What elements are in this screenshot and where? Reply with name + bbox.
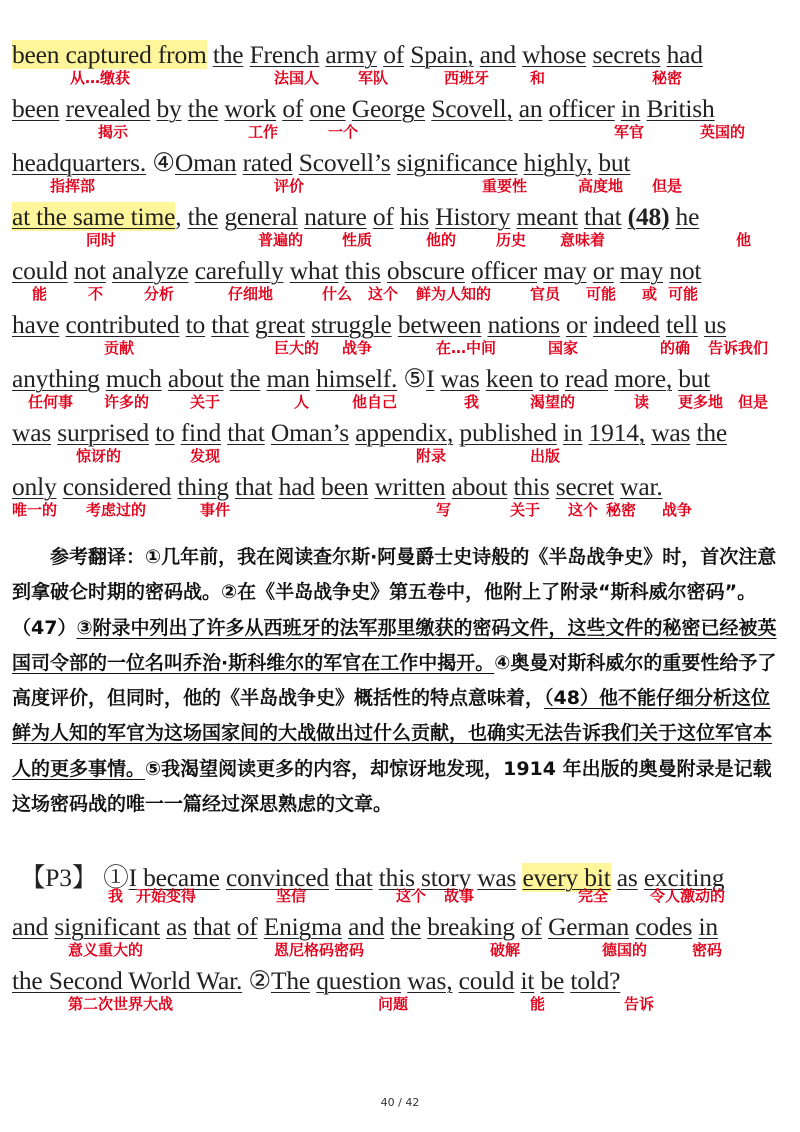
vocab-word: read [564, 364, 609, 393]
text-line-8 [12, 418, 788, 472]
gloss: 我 [464, 393, 480, 411]
vocab-word: Scovell’s [298, 148, 391, 177]
vocab-word: significance [396, 148, 518, 177]
vocab-word: it [520, 966, 535, 995]
vocab-word: only [12, 472, 57, 501]
text-line-7 [12, 364, 788, 418]
english-text [20, 858, 724, 894]
vocab-word: story [421, 863, 472, 892]
gloss: 德国的 [602, 941, 648, 959]
gloss: 他 [736, 231, 752, 249]
vocab-word: was [651, 418, 691, 447]
gloss: 战争 [662, 501, 693, 519]
vocab-word: had [666, 40, 703, 69]
vocab-word: appendix, [355, 418, 454, 447]
text-line-2 [12, 94, 788, 148]
vocab-word: and [348, 912, 385, 941]
english-text [12, 310, 726, 340]
vocab-word: been [321, 472, 369, 501]
gloss: 开始变得 [136, 887, 197, 905]
text-fragment: ⑤ [397, 364, 427, 393]
vocab-word: the [390, 912, 422, 941]
vocab-word: of [282, 94, 304, 123]
vocab-word: find [180, 418, 222, 447]
vocab-word: his [399, 202, 430, 231]
vocab-word: great [254, 310, 305, 339]
vocab-word: analyze [112, 256, 189, 285]
text-fragment: ② [242, 966, 271, 995]
vocab-word: not [73, 256, 106, 285]
vocab-word: army [325, 40, 377, 69]
vocab-word: Scovell, [431, 94, 513, 123]
gloss: 工作 [248, 123, 279, 141]
english-text [12, 364, 710, 394]
vocab-word: that [193, 912, 231, 941]
gloss: 一个 [328, 123, 359, 141]
text-fragment: ④ [146, 148, 175, 177]
gloss: 发现 [190, 447, 221, 465]
translation-paragraph [12, 540, 788, 822]
vocab-word: or [592, 256, 614, 285]
gloss: 揭示 [98, 123, 129, 141]
vocab-word: published [459, 418, 557, 447]
gloss: 普遍的 [258, 231, 304, 249]
english-text [12, 966, 620, 996]
vocab-word: meant [516, 202, 578, 231]
english-text [12, 418, 727, 448]
vocab-word: himself. [315, 364, 398, 393]
vocab-word: the [696, 418, 727, 447]
vocab-word: (48) [627, 202, 670, 231]
page-number: 40 / 42 [380, 1096, 420, 1109]
p3-line-1 [12, 858, 788, 912]
vocab-word: rated [242, 148, 293, 177]
vocab-word: nature [304, 202, 367, 231]
gloss: 鲜为人知的 [416, 285, 492, 303]
gloss: 国家 [548, 339, 579, 357]
gloss: 他的 [426, 231, 457, 249]
vocab-word: man [266, 364, 310, 393]
gloss: 性质 [342, 231, 373, 249]
vocab-word: secret [555, 472, 614, 501]
vocab-word: whose [522, 40, 587, 69]
vocab-word: he [675, 202, 700, 231]
translation-text: ⑤我渴望阅读更多的内容，却惊讶地发现，1914 年出版的奥曼附录是记载这场密码战的唯一一篇经过深思熟虑的文章。 [12, 757, 772, 816]
translation-underlined-47: ③附录中列出了许多从西班牙的法军那里缴获的密码文件，这些文件的秘密已经被英国司令部的一位名叫乔治·斯科维尔的军官在工作中揭开。 [12, 616, 777, 674]
p3-line-2 [12, 912, 788, 966]
gloss: 的确 [660, 339, 691, 357]
vocab-word: written [374, 472, 446, 501]
vocab-word: thing [177, 472, 229, 501]
gloss: 和 [530, 69, 546, 87]
vocab-word: History [435, 202, 511, 231]
vocab-word: an [518, 94, 543, 123]
vocab-word: have [12, 310, 60, 339]
translation-text: ④奥曼对斯科威尔的重要性给予了高度评价，但同时，他的《半岛战争史》概括性的特点意味着， [12, 651, 777, 710]
vocab-word: revealed [65, 94, 151, 123]
vocab-word: to [155, 418, 175, 447]
gloss: 完全 [578, 887, 609, 905]
vocab-word: may [543, 256, 587, 285]
gloss: 巨大的 [274, 339, 320, 357]
text-fragment: 【P3】 ① [20, 863, 129, 892]
gloss: 指挥部 [50, 177, 96, 195]
gloss: 恩尼格码密码 [274, 941, 365, 959]
vocab-word: by [156, 94, 182, 123]
english-text [12, 40, 703, 70]
gloss: 他自己 [352, 393, 398, 411]
vocab-word: told? [570, 966, 621, 995]
vocab-word: I [426, 364, 435, 393]
vocab-word: Oman [174, 148, 237, 177]
gloss: 这个 [368, 285, 399, 303]
gloss: 官员 [530, 285, 561, 303]
vocab-word: been [12, 94, 60, 123]
gloss: 许多的 [104, 393, 150, 411]
vocab-word: became [143, 863, 220, 892]
gloss: 能 [32, 285, 48, 303]
vocab-word: was [440, 364, 480, 393]
vocab-word: in [698, 912, 718, 941]
vocab-word: but [598, 148, 631, 177]
gloss: 惊讶的 [76, 447, 122, 465]
vocab-word: George [351, 94, 426, 123]
vocab-word: be [540, 966, 565, 995]
gloss: 不 [88, 285, 104, 303]
gloss: 英国的 [700, 123, 746, 141]
reference-translation [12, 540, 788, 822]
gloss: 告诉我们 [708, 339, 769, 357]
gloss: 仔细地 [228, 285, 274, 303]
vocab-word: surprised [57, 418, 149, 447]
vocab-word: question [316, 966, 402, 995]
gloss: 什么 [322, 285, 353, 303]
gloss: 渴望的 [530, 393, 576, 411]
gloss: 可能 [668, 285, 699, 303]
vocab-word: and [479, 40, 516, 69]
gloss: 秘密 [652, 69, 683, 87]
vocab-word: of [372, 202, 394, 231]
vocab-word: officer [548, 94, 615, 123]
gloss: 但是 [652, 177, 683, 195]
vocab-word: that [584, 202, 622, 231]
vocab-word: one [309, 94, 346, 123]
highlighted-phrase: been captured from [12, 40, 207, 69]
text-fragment: , [175, 202, 188, 231]
vocab-word: but [678, 364, 711, 393]
gloss: 评价 [274, 177, 305, 195]
vocab-word: more, [614, 364, 673, 393]
gloss: 分析 [144, 285, 175, 303]
gloss: 告诉 [624, 995, 655, 1013]
gloss: 战争 [342, 339, 373, 357]
vocab-word: anything [12, 364, 100, 393]
english-text [12, 912, 718, 942]
vocab-word: the [187, 202, 219, 231]
vocab-word: that [235, 472, 273, 501]
vocab-word: us [704, 310, 727, 339]
gloss: 秘密 [606, 501, 637, 519]
vocab-word: as [616, 863, 638, 892]
vocab-word: could [12, 256, 68, 285]
english-text [12, 256, 701, 286]
vocab-word: indeed [593, 310, 660, 339]
vocab-word: The [270, 966, 311, 995]
english-text [12, 148, 630, 178]
gloss: 意味着 [560, 231, 606, 249]
text-line-4 [12, 202, 788, 256]
gloss: 但是 [738, 393, 769, 411]
gloss: 这个 [396, 887, 427, 905]
vocab-word: about [167, 364, 224, 393]
vocab-word: British [646, 94, 715, 123]
gloss: 坚信 [276, 887, 307, 905]
vocab-word: and [12, 912, 49, 941]
english-text [12, 472, 663, 502]
vocab-word: that [335, 863, 373, 892]
vocab-word: about [451, 472, 508, 501]
english-text [12, 202, 699, 232]
vocab-word: I [128, 863, 137, 892]
vocab-word: war. [620, 472, 663, 501]
gloss: 人 [294, 393, 310, 411]
vocab-word: general [224, 202, 298, 231]
gloss: 军官 [614, 123, 645, 141]
vocab-word: 1914, [588, 418, 645, 447]
vocab-word: Enigma [263, 912, 342, 941]
gloss: 破解 [490, 941, 521, 959]
vocab-word: the [229, 364, 261, 393]
gloss: 任何事 [28, 393, 74, 411]
gloss: 更多地 [678, 393, 724, 411]
vocab-word: codes [635, 912, 693, 941]
vocab-word: significant [54, 912, 160, 941]
gloss: 同时 [86, 231, 117, 249]
gloss: 可能 [586, 285, 617, 303]
vocab-word: in [562, 418, 583, 447]
vocab-word: this [513, 472, 550, 501]
vocab-word: was, [407, 966, 453, 995]
vocab-word: had [278, 472, 315, 501]
gloss: 西班牙 [444, 69, 490, 87]
gloss: 高度地 [578, 177, 624, 195]
vocab-word: breaking [427, 912, 515, 941]
highlighted-phrase: at the same time [12, 202, 176, 231]
gloss: 贡献 [104, 339, 135, 357]
gloss: 能 [530, 995, 546, 1013]
vocab-word: to [539, 364, 559, 393]
vocab-word: secrets [592, 40, 661, 69]
vocab-word: of [521, 912, 542, 941]
vocab-word: tell [666, 310, 698, 339]
vocab-word: the Second World War. [12, 966, 243, 995]
vocab-word: of [383, 40, 405, 69]
vocab-word: this [344, 256, 381, 285]
gloss: 令人激动的 [650, 887, 726, 905]
vocab-word: highly, [523, 148, 593, 177]
gloss: 故事 [444, 887, 475, 905]
vocab-word: the [187, 94, 219, 123]
gloss: 这个 [568, 501, 599, 519]
vocab-word: struggle [311, 310, 392, 339]
vocab-word: may [619, 256, 664, 285]
gloss: 第二次世界大战 [68, 995, 174, 1013]
vocab-word: keen [485, 364, 534, 393]
vocab-word: much [105, 364, 162, 393]
vocab-word: was [12, 418, 52, 447]
gloss: 问题 [378, 995, 409, 1013]
vocab-word: this [378, 863, 415, 892]
gloss: 军队 [358, 69, 389, 87]
vocab-word: between [397, 310, 482, 339]
vocab-word: Spain, [410, 40, 474, 69]
vocab-word: exciting [643, 863, 725, 892]
vocab-word: could [458, 966, 515, 995]
vocab-word: in [620, 94, 641, 123]
gloss: 读 [634, 393, 650, 411]
gloss: 附录 [416, 447, 447, 465]
vocab-word: Oman’s [270, 418, 349, 447]
gloss: 意义重大的 [68, 941, 144, 959]
text-line-1 [12, 40, 788, 94]
gloss: 我 [108, 887, 124, 905]
gloss: 从…缴获 [70, 69, 131, 87]
vocab-word: German [548, 912, 629, 941]
vocab-word: that [227, 418, 265, 447]
gloss: 写 [436, 501, 452, 519]
vocab-word: was [477, 863, 517, 892]
vocab-word: considered [62, 472, 172, 501]
vocab-word: as [166, 912, 187, 941]
gloss: 密码 [692, 941, 723, 959]
vocab-word: to [185, 310, 206, 339]
gloss: 唯一的 [12, 501, 58, 519]
vocab-word: not [669, 256, 702, 285]
gloss: 关于 [190, 393, 221, 411]
gloss: 关于 [510, 501, 541, 519]
vocab-word: what [289, 256, 339, 285]
vocab-word: that [211, 310, 249, 339]
p3-line-3 [12, 966, 788, 1020]
gloss: 重要性 [482, 177, 528, 195]
gloss: 法国人 [274, 69, 320, 87]
gloss: 或 [642, 285, 658, 303]
vocab-word: carefully [194, 256, 284, 285]
english-text [12, 94, 715, 124]
text-line-5 [12, 256, 788, 310]
text-line-6 [12, 310, 788, 364]
vocab-word: contributed [65, 310, 180, 339]
vocab-word: work [224, 94, 277, 123]
gloss: 历史 [496, 231, 527, 249]
highlighted-phrase: every bit [522, 863, 611, 892]
vocab-word: convinced [225, 863, 329, 892]
vocab-word: French [249, 40, 320, 69]
translation-text: 参考翻译：①几年前，我在阅读查尔斯·阿曼爵士史诗般的《半岛战争史》时，首次注意到拿破仑时期的密码战。②在《半岛战争史》第五卷中，他附上了附录“斯科威尔密码”。（47） [12, 546, 777, 639]
vocab-word: officer [470, 256, 538, 285]
gloss: 考虑过的 [86, 501, 147, 519]
gloss: 在…中间 [436, 339, 497, 357]
gloss: 出版 [530, 447, 561, 465]
translation-underlined-48: （48）他不能仔细分析这位鲜为人知的军官为这场国家间的大战做出过什么贡献，也确实无法告诉我们关于这位军官本人的更多事情。 [12, 687, 773, 780]
vocab-word: or [566, 310, 587, 339]
vocab-word: headquarters. [12, 148, 147, 177]
vocab-word: of [236, 912, 258, 941]
gloss: 事件 [200, 501, 231, 519]
text-line-3 [12, 148, 788, 202]
text-line-9 [12, 472, 788, 526]
vocab-word: nations [487, 310, 560, 339]
vocab-word: the [212, 40, 244, 69]
vocab-word: obscure [386, 256, 465, 285]
